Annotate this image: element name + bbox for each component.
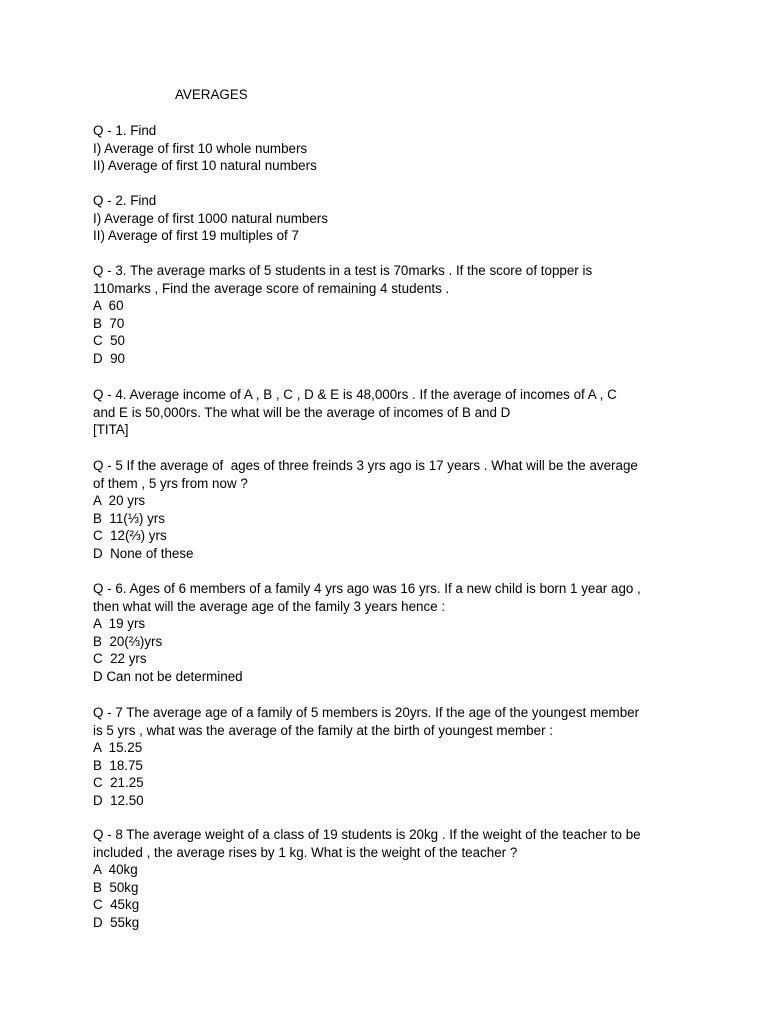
question-6-option-d: D Can not be determined (93, 668, 243, 684)
document-title: AVERAGES (175, 87, 248, 102)
question-2 (93, 192, 683, 245)
question-7-option-b: B 18.75 (93, 757, 143, 773)
question-6-line-2: then what will the average age of the family 3 years hence : (93, 598, 446, 614)
question-3-option-c: C 50 (93, 333, 126, 349)
question-1 (93, 122, 683, 175)
question-3 (93, 262, 683, 368)
question-3-option-d: D 90 (93, 350, 126, 366)
question-2-line-3: II) Average of first 19 multiples of 7 (93, 228, 299, 244)
question-6-line-1: Q - 6. Ages of 6 members of a family 4 yrs ago was 16 yrs. If a new child is born 1 year ago , (93, 581, 641, 596)
question-5-line-1: Q - 5 If the average of ages of three freinds 3 yrs ago is 17 years . What will be the average (93, 458, 638, 473)
question-2-line-2: I) Average of first 1000 natural numbers (93, 210, 328, 226)
question-6-option-b: B 20(⅔)yrs (93, 633, 163, 649)
question-1-line-1: Q - 1. Find (93, 123, 157, 138)
question-7-option-c: C 21.25 (93, 775, 144, 791)
question-3-line-2: 110marks , Find the average score of remaining 4 students . (93, 280, 450, 296)
question-4 (93, 386, 683, 439)
question-5 (93, 457, 683, 563)
question-1-line-3: II) Average of first 10 natural numbers (93, 158, 317, 174)
question-8-line-2: included , the average rises by 1 kg. What is the weight of the teacher ? (93, 844, 518, 860)
question-4-answer-type: [TITA] (93, 422, 129, 438)
question-3-option-a: A 60 (93, 298, 124, 314)
question-2-line-1: Q - 2. Find (93, 193, 157, 208)
question-3-line-1: Q - 3. The average marks of 5 students in a test is 70marks . If the score of topper is (93, 263, 593, 278)
question-6-option-a: A 19 yrs (93, 616, 146, 632)
question-5-line-2: of them , 5 yrs from now ? (93, 475, 248, 491)
question-7-option-a: A 15.25 (93, 740, 143, 756)
question-4-line-1: Q - 4. Average income of A , B , C , D & E is 48,000rs . If the average of incomes of A , C (93, 387, 617, 402)
question-7-line-2: is 5 yrs , what was the average of the family at the birth of youngest member : (93, 722, 553, 738)
question-1-line-2: I) Average of first 10 whole numbers (93, 140, 308, 156)
question-6 (93, 580, 683, 686)
question-8 (93, 826, 683, 932)
question-6-option-c: C 22 yrs (93, 651, 147, 667)
question-7-option-d: D 12.50 (93, 792, 144, 808)
question-7 (93, 704, 683, 810)
question-8-option-d: D 55kg (93, 914, 140, 930)
question-8-option-b: B 50kg (93, 879, 139, 895)
question-4-line-2: and E is 50,000rs. The what will be the average of incomes of B and D (93, 404, 511, 420)
question-8-line-1: Q - 8 The average weight of a class of 19 students is 20kg . If the weight of the teacher to be (93, 827, 641, 842)
question-5-option-c: C 12(⅔) yrs (93, 528, 167, 544)
question-3-option-b: B 70 (93, 315, 125, 331)
question-5-option-b: B 11(⅓) yrs (93, 510, 165, 526)
question-5-option-a: A 20 yrs (93, 493, 146, 509)
question-8-option-a: A 40kg (93, 862, 138, 878)
question-8-option-c: C 45kg (93, 897, 140, 913)
question-5-option-d: D None of these (93, 545, 194, 561)
question-7-line-1: Q - 7 The average age of a family of 5 members is 20yrs. If the age of the youngest member (93, 705, 640, 720)
